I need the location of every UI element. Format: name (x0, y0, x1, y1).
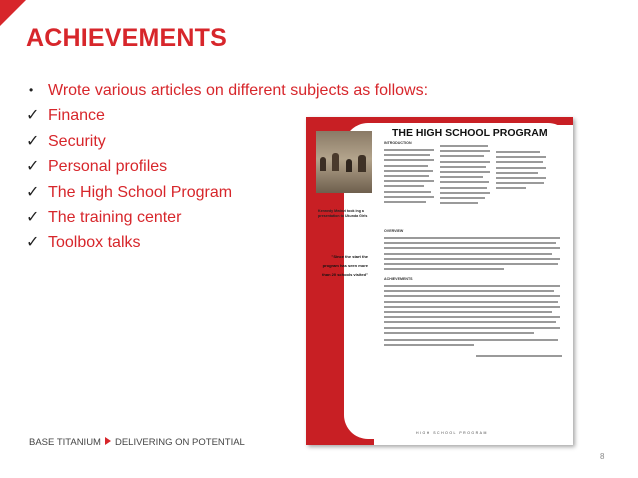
list-item-text: Finance (48, 107, 105, 125)
list-item-text: Toolbox talks (48, 234, 141, 252)
list-item (26, 80, 428, 105)
checkmark-icon: ✓ (26, 132, 40, 150)
brand-name: BASE TITANIUM (29, 437, 101, 448)
play-arrow-icon (105, 437, 111, 445)
checkmark-icon: ✓ (26, 234, 40, 252)
list-item-text: The training center (48, 208, 182, 226)
article-title: THE HIGH SCHOOL PROGRAM (392, 127, 548, 139)
article-column-2 (440, 145, 492, 207)
article-footer: HIGH SCHOOL PROGRAM (416, 431, 488, 435)
article-pull-quote: "Since the start the program has seen more than 20 schools visited" (322, 254, 368, 277)
checkmark-icon: ✓ (26, 158, 40, 176)
article-column-1 (384, 149, 436, 206)
article-column-3 (496, 151, 548, 193)
article-byline (476, 355, 564, 360)
corner-accent (0, 0, 26, 26)
article-section-overview: OVERVIEW (384, 229, 404, 233)
article-thumbnail (306, 117, 573, 445)
brand-footer (29, 437, 245, 448)
brand-tagline: DELIVERING ON POTENTIAL (114, 437, 245, 448)
article-achievements-text (384, 285, 562, 337)
article-photo (316, 131, 372, 193)
list-item-text: Personal profiles (48, 158, 168, 176)
checkmark-icon: ✓ (26, 107, 40, 125)
list-item-text: The High School Program (48, 183, 233, 201)
article-section-achievements: ACHIEVEMENTS (384, 277, 413, 281)
list-item-text: Wrote various articles on different subjects as follows: (48, 82, 429, 99)
article-section-intro: INTRODUCTION (384, 141, 412, 145)
checkmark-icon: ✓ (26, 183, 40, 201)
list-item-text: Security (48, 132, 106, 150)
slide-title: ACHIEVEMENTS (26, 24, 228, 52)
article-photo-caption: Kennedy Mwinzi took ing a presentation to Ukunda Girls (318, 209, 368, 218)
page-number: 8 (600, 452, 605, 461)
article-closing-text (384, 339, 562, 349)
article-overview-text (384, 237, 562, 273)
checkmark-icon: ✓ (26, 208, 40, 226)
bullet-marker: • (29, 83, 34, 97)
